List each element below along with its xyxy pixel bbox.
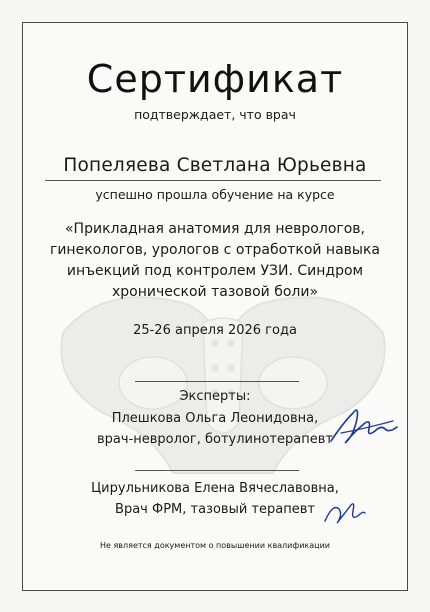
experts-label: Эксперты: [179, 389, 251, 404]
doctor-name-underline [45, 180, 381, 181]
course-title-line: «Прикладная анатомия для неврологов, [64, 221, 365, 237]
certificate-frame [22, 22, 408, 591]
completed-text: успешно прошла обучение на курсе [95, 187, 335, 202]
expert-1-name: Плешкова Ольга Леонидовна, [111, 411, 319, 426]
course-title-line: инъекций под контролем УЗИ. Синдром [66, 263, 364, 279]
certificate-title: Сертификат [86, 57, 344, 101]
footer-note: Не является документом о повышении квалификации [100, 541, 330, 550]
expert-2-name: Цирульникова Елена Вячеславовна, [91, 481, 339, 496]
course-dates: 25-26 апреля 2026 года [133, 323, 297, 338]
certificate-subtitle: подтверждает, что врач [134, 107, 296, 122]
course-title [23, 219, 407, 303]
expert-divider [135, 470, 299, 471]
signature-1-icon [323, 393, 403, 453]
experts-divider [135, 381, 299, 382]
signature-2-icon [319, 495, 369, 529]
doctor-name: Попеляева Светлана Юрьевна [63, 155, 367, 176]
course-title-line: хронической тазовой боли» [111, 284, 319, 300]
expert-1-role: врач-невролог, ботулинотерапевт [97, 432, 333, 447]
course-title-line: гинекологов, урологов с отработкой навыка [49, 242, 381, 258]
expert-2-role: Врач ФРМ, тазовый терапевт [115, 502, 315, 517]
